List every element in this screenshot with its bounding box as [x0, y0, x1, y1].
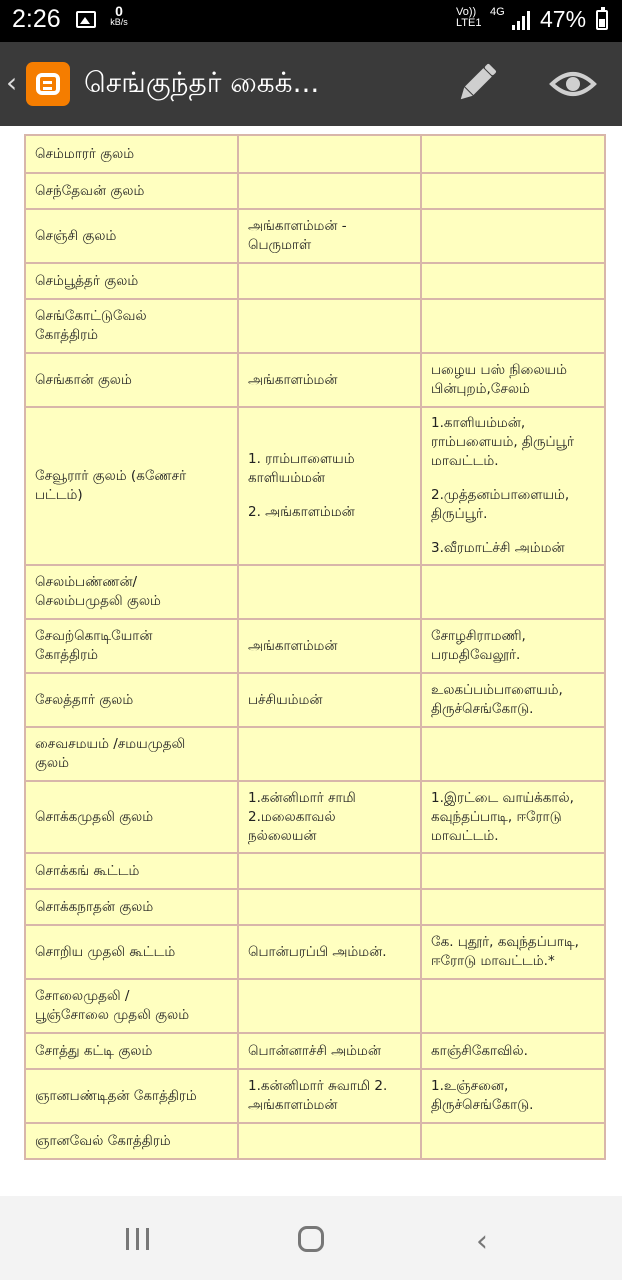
table-cell-c3 [421, 619, 605, 673]
table-row [25, 173, 605, 209]
table-cell-c2 [238, 979, 421, 1033]
table-cell-c3 [421, 407, 605, 565]
cell-text: ஞானவேல் கோத்திரம் [35, 1132, 171, 1149]
net-speed-value: 0 [115, 3, 123, 19]
table-row [25, 263, 605, 299]
pencil-icon [452, 58, 502, 108]
cell-text: சைவசமயம் /சமயமுதலி குலம் [35, 736, 186, 771]
net-speed [106, 3, 132, 28]
table-cell-c1 [25, 925, 238, 979]
table-cell-c1 [25, 979, 238, 1033]
table-cell-c1 [25, 263, 238, 299]
table-cell-c1 [25, 407, 238, 565]
cell-text: பொன்பரப்பி அம்மன். [248, 943, 387, 960]
table-row [25, 299, 605, 353]
nav-bar [0, 1196, 622, 1280]
table-row [25, 565, 605, 619]
cell-text: செங்கான் குலம் [35, 371, 132, 388]
cell-text: கே. புதூர், கவுந்தப்பாடி, ஈரோடு மாவட்டம்.* [431, 934, 579, 969]
home-icon[interactable] [298, 1226, 324, 1252]
table-cell-c3 [421, 173, 605, 209]
cell-text: செலம்பண்ணன்/ செலம்பமுதலி குலம் [35, 574, 161, 609]
cell-text: காஞ்சிகோவில். [431, 1042, 528, 1059]
cell-text: 2. அங்காளம்மன் [248, 504, 355, 520]
table-cell-c3 [421, 1069, 605, 1123]
cell-text: சோழசிராமணி, பரமதிவேலூர். [431, 628, 526, 663]
cell-text: சொறிய முதலி கூட்டம் [35, 943, 176, 960]
table-row [25, 1123, 605, 1159]
battery-icon [596, 10, 608, 30]
table-cell-c3 [421, 353, 605, 407]
cell-text: அங்காளம்மன் [248, 371, 338, 388]
table-cell-c3 [421, 209, 605, 263]
table-row [25, 135, 605, 173]
cell-text: செம்மாரர் குலம் [35, 145, 135, 162]
cell-text: சேவற்கொடியோன் கோத்திரம் [35, 628, 153, 663]
table-row [25, 1033, 605, 1069]
table-row [25, 353, 605, 407]
table-cell-c3 [421, 727, 605, 781]
table-cell-c1 [25, 889, 238, 925]
table-cell-c2 [238, 173, 421, 209]
battery-percent: 47% [540, 6, 587, 32]
table-row [25, 1069, 605, 1123]
table-row [25, 673, 605, 727]
table-row [25, 209, 605, 263]
blogger-icon[interactable] [26, 62, 70, 106]
table-row [25, 727, 605, 781]
recents-icon[interactable] [126, 1228, 150, 1250]
table-cell-c3 [421, 263, 605, 299]
table-cell-c1 [25, 353, 238, 407]
post-title: செங்குந்தர் கைக்... [84, 66, 320, 99]
table-cell-c1 [25, 299, 238, 353]
table-cell-c2 [238, 1123, 421, 1159]
cell-text: 3.வீரமாட்ச்சி அம்மன் [431, 540, 565, 556]
table-cell-c3 [421, 1123, 605, 1159]
table-cell-c1 [25, 135, 238, 173]
cell-text: பொன்னாச்சி அம்மன் [248, 1042, 382, 1059]
preview-button[interactable] [548, 62, 598, 106]
eye-icon [548, 62, 598, 106]
status-bar [0, 0, 622, 42]
status-time: 2:26 [12, 5, 61, 33]
cell-text: சொக்கநாதன் குலம் [35, 898, 154, 915]
table-cell-c1 [25, 853, 238, 889]
table-cell-c3 [421, 925, 605, 979]
table-cell-c2 [238, 135, 421, 173]
edit-button[interactable] [452, 58, 502, 108]
cell-text: செங்கோட்டுவேல் கோத்திரம் [35, 308, 147, 343]
cell-text: சேவூரார் குலம் (கணேசர் பட்டம்) [35, 468, 187, 503]
post-preview[interactable] [0, 126, 622, 1196]
table-row [25, 889, 605, 925]
cell-text: அங்காளம்மன் [248, 637, 338, 654]
table-cell-c3 [421, 1033, 605, 1069]
cell-text: சோலைமுதலி / பூஞ்சோலை முதலி குலம் [35, 988, 190, 1023]
table-cell-c3 [421, 673, 605, 727]
table-cell-c2 [238, 727, 421, 781]
volte-label: Vo)) LTE1 [456, 6, 482, 29]
table-row [25, 781, 605, 853]
back-icon[interactable]: ‹ [476, 1224, 488, 1259]
cell-text: பழைய பஸ் நிலையம் பின்புறம்,சேலம் [431, 362, 567, 397]
cell-text: செஞ்சி குலம் [35, 227, 117, 244]
table-cell-c3 [421, 979, 605, 1033]
table-cell-c1 [25, 565, 238, 619]
cell-text: ஞானபண்டிதன் கோத்திரம் [35, 1087, 197, 1104]
table-cell-c2 [238, 263, 421, 299]
table-cell-c2 [238, 673, 421, 727]
network-type: 4G [490, 6, 505, 18]
cell-text: 1.இரட்டை வாய்க்கால், கவுந்தப்பாடி, ஈரோடு மாவட்டம். [431, 789, 574, 844]
table-cell-c1 [25, 727, 238, 781]
table-row [25, 853, 605, 889]
table-cell-c2 [238, 853, 421, 889]
table-cell-c1 [25, 1033, 238, 1069]
cell-text: சொக்கங் கூட்டம் [35, 862, 140, 879]
table-cell-c3 [421, 889, 605, 925]
kulam-table [24, 134, 606, 1160]
table-cell-c2 [238, 407, 421, 565]
table-cell-c1 [25, 1069, 238, 1123]
table-row [25, 407, 605, 565]
table-row [25, 979, 605, 1033]
cell-text: சேலத்தார் குலம் [35, 691, 134, 708]
table-cell-c2 [238, 209, 421, 263]
table-cell-c1 [25, 209, 238, 263]
table-cell-c2 [238, 925, 421, 979]
table-cell-c1 [25, 619, 238, 673]
app-bar [0, 42, 622, 126]
cell-text: உலகப்பம்பாளையம், திருச்செங்கோடு. [431, 682, 563, 717]
cell-text: 1.காளியம்மன், ராம்பளையம், திருப்பூர் மாவட்டம். [431, 415, 575, 469]
cell-text: சொக்கமுதலி குலம் [35, 808, 154, 825]
signal-icon [512, 10, 534, 30]
table-cell-c1 [25, 173, 238, 209]
cell-text: 1.உஞ்சனை, திருச்செங்கோடு. [431, 1078, 534, 1113]
table-cell-c1 [25, 781, 238, 853]
table-cell-c2 [238, 353, 421, 407]
table-cell-c3 [421, 299, 605, 353]
table-cell-c3 [421, 853, 605, 889]
cell-text: சோத்து கட்டி குலம் [35, 1042, 153, 1059]
image-icon [76, 11, 96, 28]
back-chevron[interactable]: ‹ [6, 66, 18, 99]
cell-text: 1.கன்னிமார் சாமி 2.மலைகாவல் நல்லையன் [248, 789, 356, 844]
cell-text: செந்தேவன் குலம் [35, 182, 145, 199]
table-cell-c3 [421, 135, 605, 173]
cell-text: 2.முத்தனம்பாளையம், திருப்பூர். [431, 487, 570, 522]
table-cell-c2 [238, 299, 421, 353]
table-cell-c1 [25, 1123, 238, 1159]
table-cell-c2 [238, 1069, 421, 1123]
table-row [25, 925, 605, 979]
table-cell-c2 [238, 565, 421, 619]
cell-text: செம்பூத்தர் குலம் [35, 272, 139, 289]
table-row [25, 619, 605, 673]
net-speed-unit: kB/s [110, 17, 128, 27]
cell-text: அங்காளம்மன் - பெருமாள் [248, 218, 347, 253]
table-cell-c2 [238, 619, 421, 673]
table-cell-c3 [421, 781, 605, 853]
table-cell-c2 [238, 1033, 421, 1069]
table-cell-c1 [25, 673, 238, 727]
table-cell-c2 [238, 889, 421, 925]
cell-text: 1.கன்னிமார் சுவாமி 2. அங்காளம்மன் [248, 1078, 388, 1113]
cell-text: பச்சியம்மன் [248, 691, 323, 708]
table-cell-c3 [421, 565, 605, 619]
cell-text: 1. ராம்பாளையம் காளியம்மன் [248, 451, 355, 486]
table-cell-c2 [238, 781, 421, 853]
